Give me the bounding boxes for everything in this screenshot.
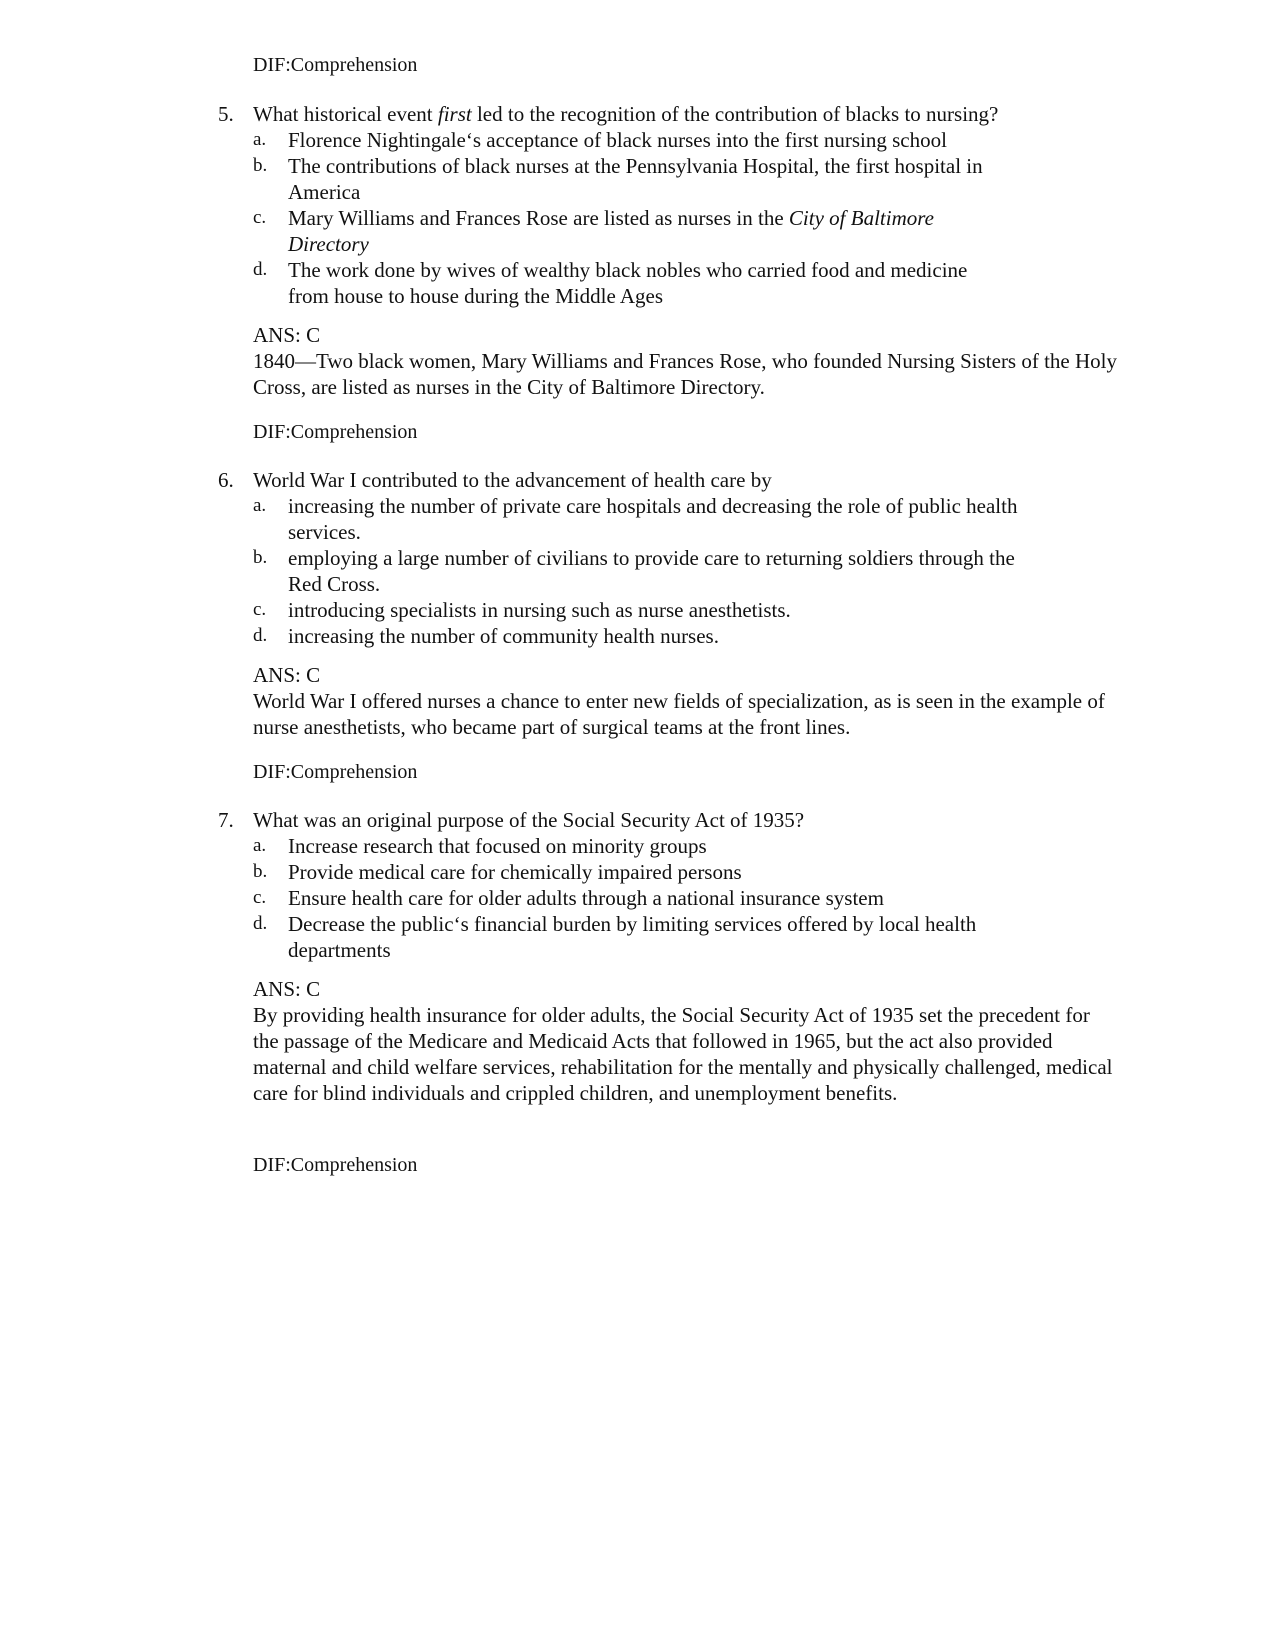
option-c: c. Ensure health care for older adults through a national insurance system	[253, 886, 884, 910]
question-6	[218, 467, 1118, 740]
option-b: b. employing a large number of civilians to provide care to returning soldiers through the Red Cross.	[253, 546, 1015, 596]
difficulty-label: DIF:Comprehension	[253, 421, 418, 443]
option-c: c. Mary Williams and Frances Rose are listed as nurses in the City of Baltimore Directory	[253, 206, 934, 256]
option-a: a. Increase research that focused on minority groups	[253, 834, 707, 858]
question-stem: 5. What historical event first led to the recognition of the contribution of blacks to nursing?	[218, 102, 999, 126]
question-stem: 7. What was an original purpose of the Social Security Act of 1935?	[218, 808, 805, 832]
question-number: 5.	[218, 102, 234, 126]
question-5	[218, 101, 1118, 400]
option-b: b. The contributions of black nurses at the Pennsylvania Hospital, the first hospital in America	[253, 154, 983, 204]
answer-options	[218, 833, 1118, 963]
rationale: World War I offered nurses a chance to enter new fields of specialization, as is seen in the example of nurse anesthetists, who became part of surgical teams at the front lines.	[253, 689, 1105, 739]
rationale: By providing health insurance for older adults, the Social Security Act of 1935 set the precedent for the passage of the Medicare and Medicaid Acts that followed in 1965, but the act also provided maternal and child welfare services, rehabilitation for the mentally and physically challenged, medical care for blind individuals and crippled children, and unemployment benefits.	[253, 1003, 1113, 1105]
question-7	[218, 807, 1118, 1106]
answer-options	[218, 493, 1118, 649]
emphasis-text: first	[437, 102, 472, 126]
rationale: 1840—Two black women, Mary Williams and Frances Rose, who founded Nursing Sisters of the Holy Cross, are listed as nurses in the City of Baltimore Directory.	[253, 349, 1118, 399]
option-d: d. The work done by wives of wealthy black nobles who carried food and medicine from house to house during the Middle Ages	[253, 258, 968, 308]
option-d: d. Decrease the public‘s financial burden by limiting services offered by local health departments	[253, 912, 977, 962]
answer-key: ANS: C	[253, 663, 321, 687]
answer-key: ANS: C	[253, 977, 321, 1001]
option-a: a. increasing the number of private care hospitals and decreasing the role of public health services.	[253, 494, 1018, 544]
option-a: a. Florence Nightingale‘s acceptance of black nurses into the first nursing school	[253, 128, 947, 152]
answer-key: ANS: C	[253, 323, 321, 347]
difficulty-label: DIF:Comprehension	[253, 761, 418, 783]
difficulty-label: DIF:Comprehension	[253, 54, 418, 76]
question-number: 7.	[218, 808, 234, 832]
question-stem: 6. World War I contributed to the advancement of health care by	[218, 468, 772, 492]
difficulty-label: DIF:Comprehension	[253, 1154, 418, 1176]
question-number: 6.	[218, 468, 234, 492]
option-b: b. Provide medical care for chemically impaired persons	[253, 860, 742, 884]
answer-options	[218, 127, 1118, 309]
option-c: c. introducing specialists in nursing such as nurse anesthetists.	[253, 598, 791, 622]
option-d: d. increasing the number of community health nurses.	[253, 624, 719, 648]
